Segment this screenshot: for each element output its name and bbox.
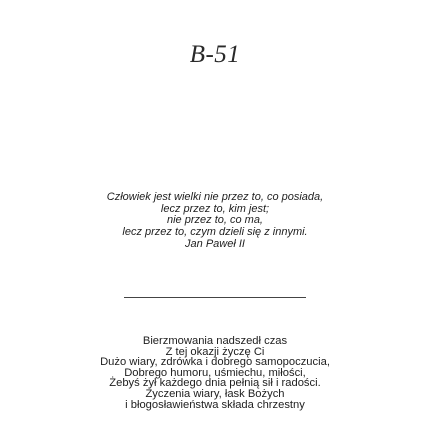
quote-author: Jan Paweł II: [185, 237, 245, 250]
divider: [124, 297, 306, 298]
wishes-line: i błogosławieństwa składa chrzestny: [125, 398, 305, 411]
quote-line: lecz przez to, czym dzieli się z innymi.: [122, 226, 308, 239]
wishes-line: Dużo wiary, zdrówka i dobrego samopoczucia,: [100, 356, 330, 369]
wishes-line: Z tej okazji życzę Ci: [165, 345, 265, 358]
quote-line: Człowiek jest wielki nie przez to, co posiada,: [106, 191, 324, 203]
wishes-line: Bierzmowania nadszedł czas: [142, 335, 288, 347]
wishes-line: Życzenia wiary, łask Bożych: [145, 387, 285, 400]
quote-line: lecz przez to, kim jest;: [160, 202, 270, 215]
wishes-line: Żebyś żył każdego dnia pełnią sił i radości.: [109, 377, 321, 390]
wishes-line: Dobrego humoru, uśmiechu, miłości,: [124, 366, 306, 379]
quote-line: nie przez to, co ma,: [167, 214, 263, 227]
wishes-block: [0, 336, 430, 410]
card-code: B-51: [189, 41, 241, 68]
quote-block: [0, 192, 430, 251]
